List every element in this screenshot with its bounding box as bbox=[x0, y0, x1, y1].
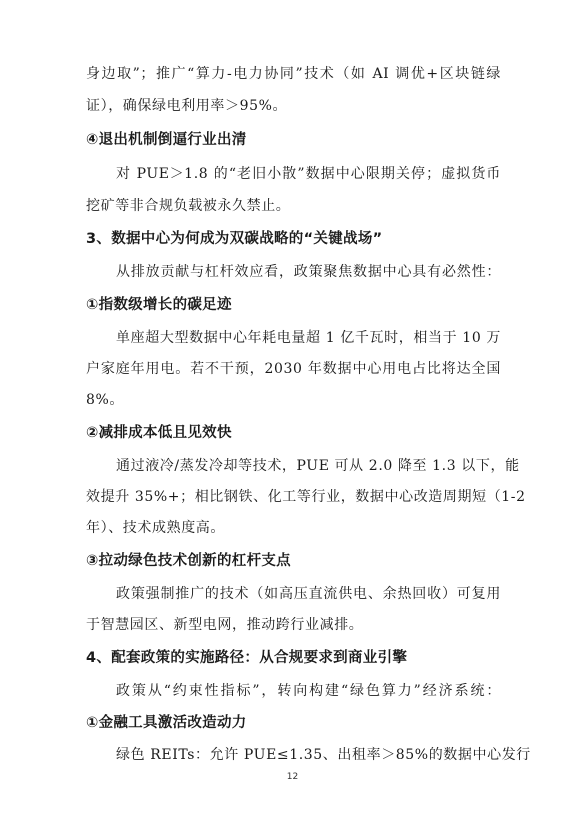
section-heading: ②减排成本低且见效快 bbox=[86, 425, 232, 441]
paragraph-line: 身边取”；推广“算力-电力协同”技术（如 AI 调优+区块链绿 bbox=[86, 66, 501, 82]
paragraph-line: 政策强制推广的技术（如高压直流供电、余热回收）可复用 bbox=[116, 586, 501, 602]
paragraph-line: 户家庭年用电。若不干预，2030 年数据中心用电占比将达全国 bbox=[86, 361, 501, 377]
section-heading: ③拉动绿色技术创新的杠杆支点 bbox=[86, 553, 291, 569]
paragraph-line: 政策从“约束性指标”，转向构建“绿色算力”经济系统： bbox=[116, 683, 501, 699]
paragraph-line: 挖矿等非合规负载被永久禁止。 bbox=[86, 198, 291, 214]
paragraph-line: 从排放贡献与杠杆效应看，政策聚焦数据中心具有必然性： bbox=[116, 264, 501, 280]
section-heading: ①指数级增长的碳足迹 bbox=[86, 297, 232, 313]
section-heading: 3、数据中心为何成为双碳战略的“关键战场” bbox=[86, 231, 383, 247]
paragraph-line: 绿色 REITs：允许 PUE≤1.35、出租率＞85%的数据中心发行 bbox=[116, 747, 531, 763]
paragraph-line: 年）、技术成熟度高。 bbox=[86, 520, 225, 536]
section-heading: ④退出机制倒逼行业出清 bbox=[86, 132, 247, 148]
paragraph-line: 于智慧园区、新型电网，推动跨行业减排。 bbox=[86, 617, 364, 633]
page-number: 12 bbox=[286, 772, 299, 782]
section-heading: ①金融工具激活改造动力 bbox=[86, 715, 247, 731]
paragraph-line: 通过液冷/蒸发冷却等技术，PUE 可从 2.0 降至 1.3 以下，能 bbox=[116, 458, 520, 474]
paragraph-line: 证），确保绿电利用率＞95%。 bbox=[86, 98, 288, 114]
paragraph-line: 对 PUE＞1.8 的“老旧小散”数据中心限期关停；虚拟货币 bbox=[116, 166, 501, 182]
paragraph-line: 效提升 35%+；相比钢铁、化工等行业，数据中心改造周期短（1-2 bbox=[86, 489, 526, 505]
section-heading: 4、配套政策的实施路径：从合规要求到商业引擎 bbox=[86, 650, 408, 666]
paragraph-line: 8%。 bbox=[86, 392, 125, 408]
paragraph-line: 单座超大型数据中心年耗电量超 1 亿千瓦时，相当于 10 万 bbox=[116, 330, 501, 346]
